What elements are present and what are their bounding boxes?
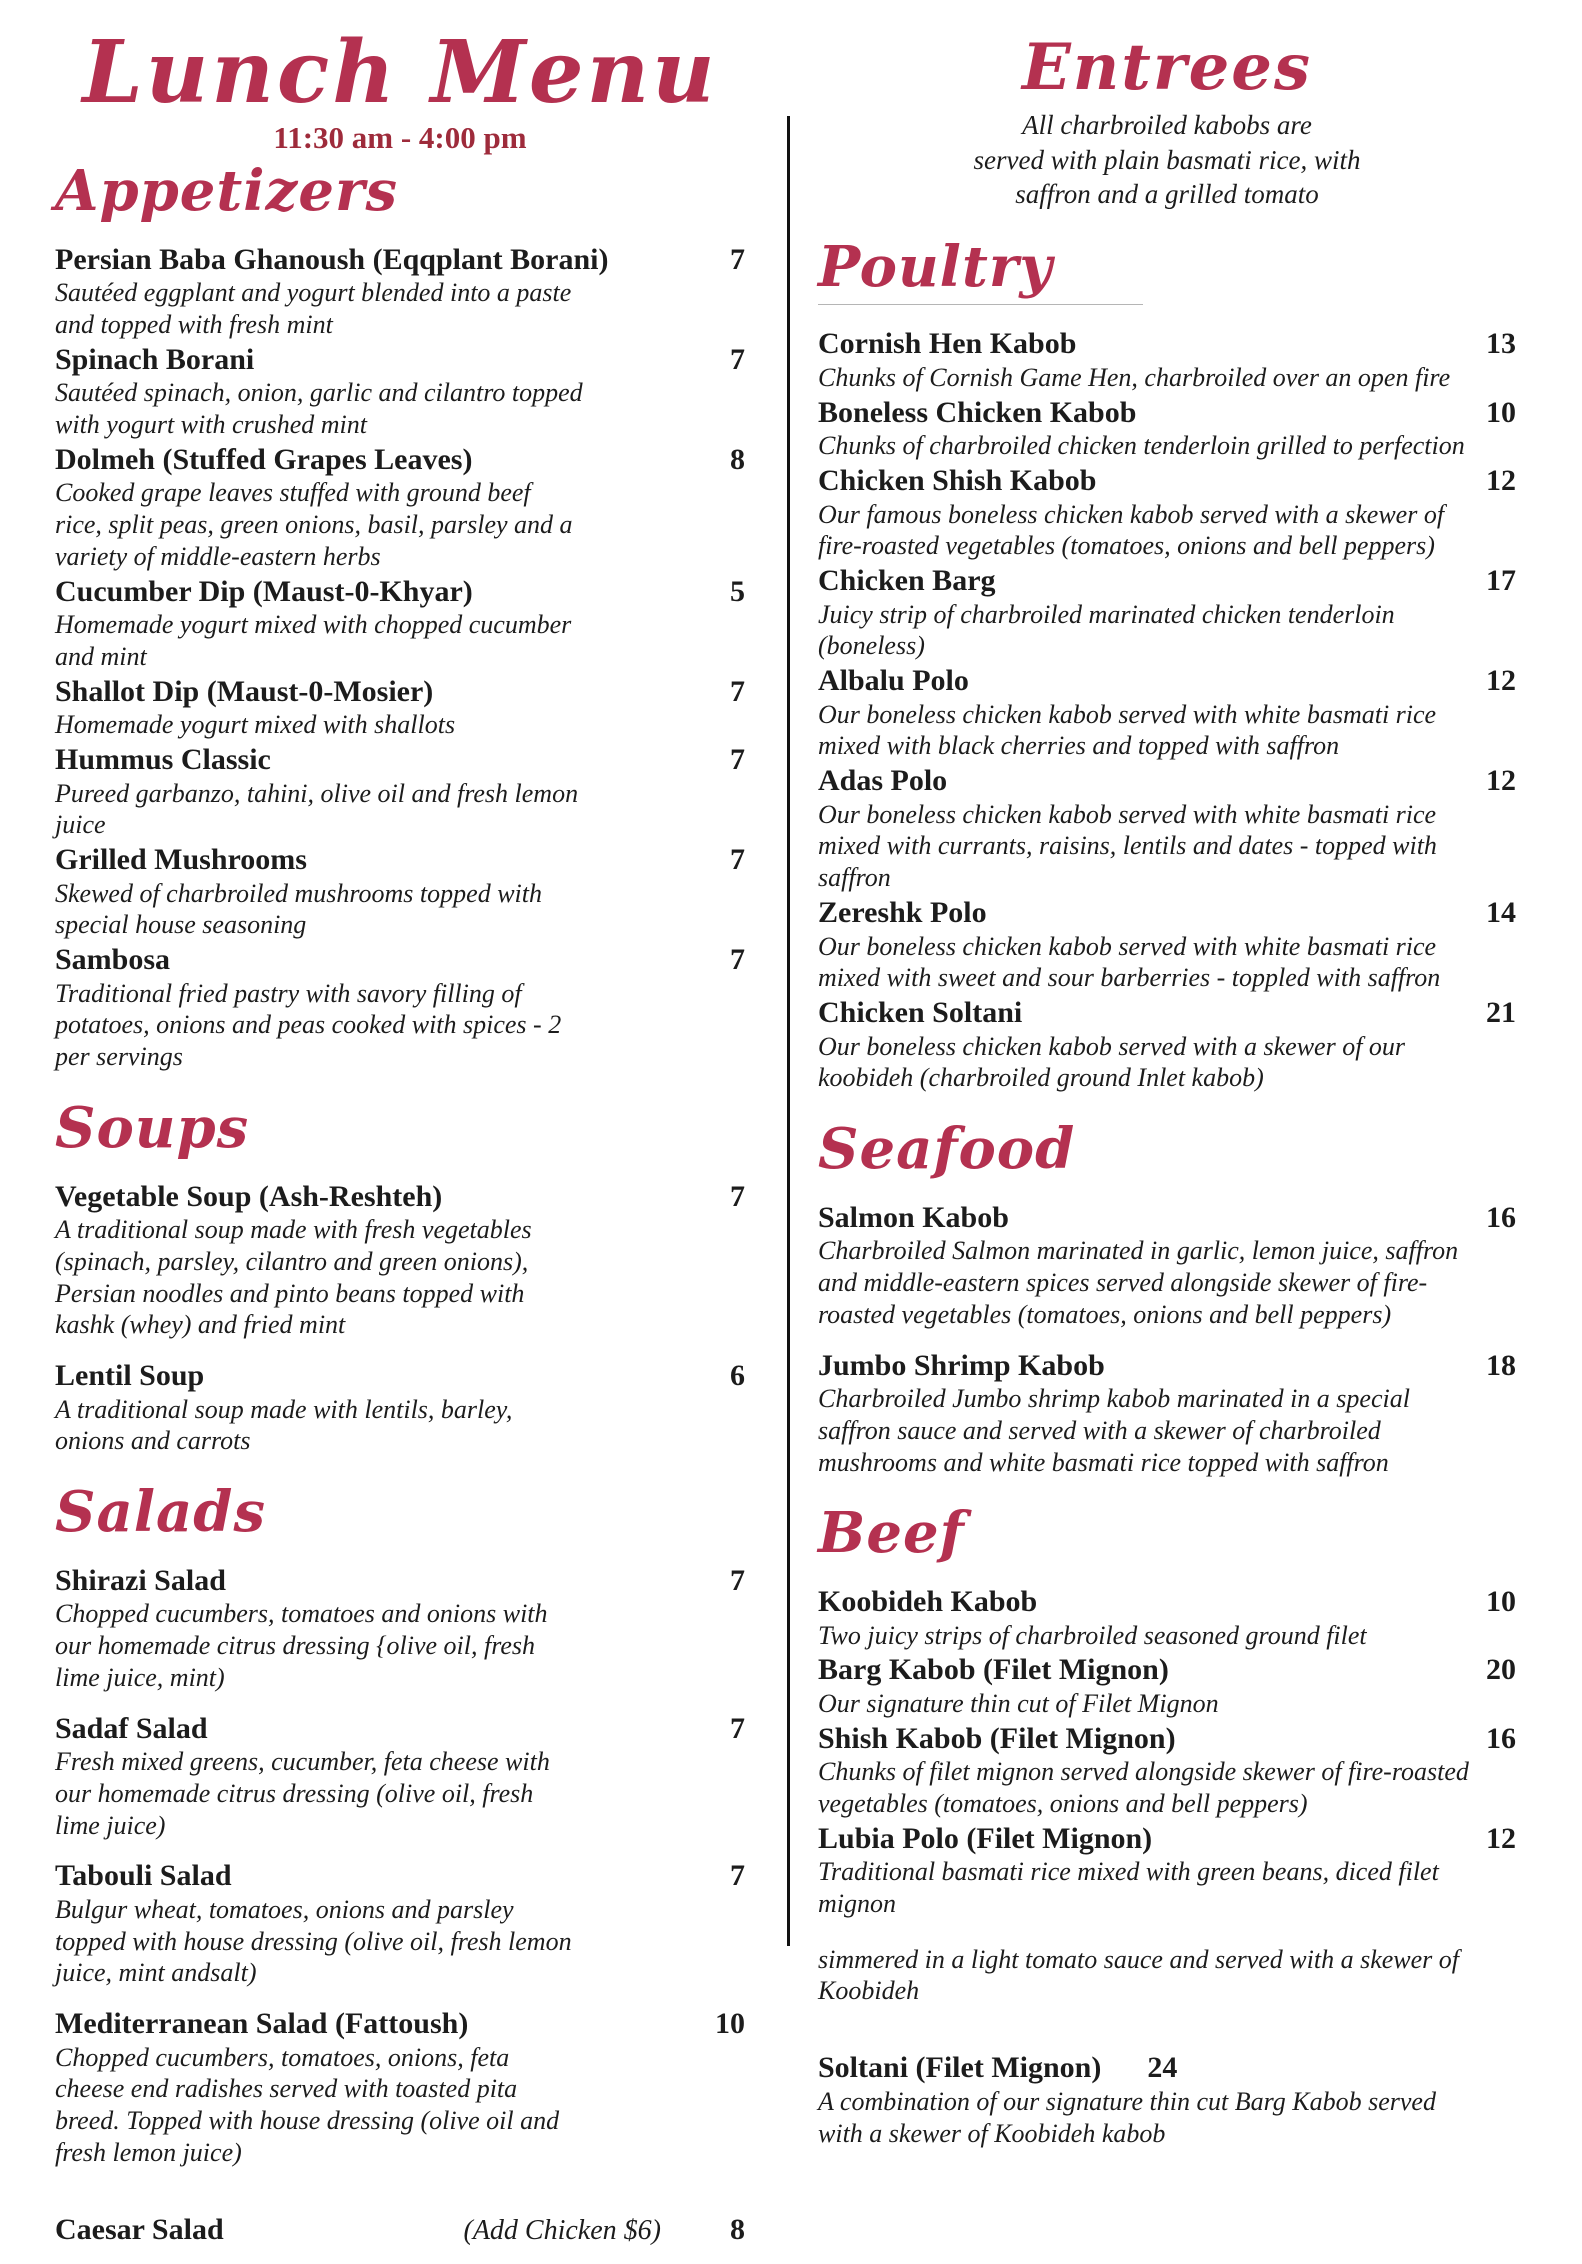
menu-item — [55, 943, 745, 1073]
item-description: Our boneless chicken kabob served with white basmati rice mixed with black cherries and topped with saffron — [818, 699, 1437, 761]
section-heading: Appetizers — [55, 158, 398, 224]
item-name: Hummus Classic — [55, 742, 271, 776]
item-description: Our boneless chicken kabob served with white basmati rice mixed with currants, raisins, lentils and dates - topped with saffron — [818, 799, 1437, 893]
item-price: 13 — [1486, 327, 1516, 361]
item-name: Salmon Kabob — [818, 1200, 1009, 1234]
section-heading: Soups — [55, 1094, 250, 1161]
item-price: 7 — [730, 1179, 745, 1213]
item-price: 10 — [1486, 395, 1516, 429]
menu-item — [818, 1201, 1516, 1331]
menu-item — [818, 1822, 1516, 2007]
item-name: Boneless Chicken Kabob — [818, 395, 1137, 429]
section-heading: Seafood — [818, 1115, 1076, 1182]
item-row — [818, 896, 1516, 930]
section-soups — [55, 1094, 745, 1457]
item-name: Shirazi Salad — [55, 1563, 226, 1597]
item-description: Our signature thin cut of Filet Mignon — [818, 1688, 1219, 1718]
column-divider — [787, 116, 790, 1946]
entrees-heading: Entrees — [1021, 30, 1313, 105]
item-description: Charbroiled Salmon marinated in garlic, lemon juice, saffron and middle-eastern spices served alongside skewer of fire-roasted vegetables (tomatoes, onions and bell peppers) — [818, 1236, 1459, 1329]
item-name: Persian Baba Ghanoush (Eqqplant Borani) — [55, 242, 609, 276]
menu-item — [818, 664, 1516, 762]
item-name: Chicken Barg — [818, 564, 996, 598]
item-description: Sautéed eggplant and yogurt blended into a paste and topped with fresh mint — [55, 278, 572, 340]
menu-item — [818, 396, 1516, 462]
item-name: Chicken Shish Kabob — [818, 464, 1097, 498]
item-name: Mediterranean Salad (Fattoush) — [55, 2007, 469, 2041]
item-price: 12 — [1486, 464, 1516, 498]
menu-item — [55, 743, 745, 841]
item-name: Lubia Polo (Filet Mignon) — [818, 1821, 1153, 1855]
item-description: Cooked grape leaves stuffed with ground beef rice, split peas, green onions, basil, parsley and a variety of middle-eastern herbs — [55, 478, 573, 571]
item-price: 6 — [730, 1359, 745, 1393]
item-description: Chopped cucumbers, tomatoes and onions with our homemade citrus dressing {olive oil, fresh lime juice, mint) — [55, 1599, 548, 1692]
item-price: 14 — [1486, 895, 1516, 929]
item-row — [818, 1822, 1516, 1856]
section-salads — [55, 1479, 745, 2246]
item-name: Caesar Salad — [55, 2212, 224, 2246]
item-price: 7 — [730, 1711, 745, 1745]
item-price: 10 — [1486, 1585, 1516, 1619]
item-row — [818, 2051, 1516, 2085]
right-sections — [818, 212, 1516, 2150]
item-description: Our boneless chicken kabob served with white basmati rice mixed with sweet and sour barberries - toppled with saffron — [818, 931, 1441, 993]
item-row — [55, 1564, 745, 1598]
item-description: A traditional soup made with fresh vegetables (spinach, parsley, cilantro and green onions), Persian noodles and pinto beans topped with kashk (whey) and fried mint — [55, 1215, 532, 1340]
item-row — [818, 1653, 1516, 1687]
entrees-note-line: All charbroiled kabobs are — [1022, 110, 1312, 140]
item-description: Pureed garbanzo, tahini, olive oil and fresh lemon juice — [55, 778, 579, 840]
section-appetizers — [55, 158, 745, 1073]
item-row — [55, 1359, 745, 1393]
item-row — [55, 743, 745, 777]
section-heading: Poultry — [818, 238, 1143, 306]
item-name: Chicken Soltani — [818, 995, 1023, 1029]
section-beef — [818, 1500, 1516, 2149]
section-heading: Beef — [818, 1500, 965, 1567]
item-price: 16 — [1486, 1721, 1516, 1755]
item-description: Sautéed spinach, onion, garlic and cilantro topped with yogurt with crushed mint — [55, 378, 583, 440]
item-price: 8 — [730, 442, 745, 476]
item-row — [818, 1585, 1516, 1619]
menu-item — [818, 764, 1516, 894]
item-price: 7 — [730, 242, 745, 276]
item-description: Homemade yogurt mixed with chopped cucumber and mint — [55, 610, 572, 671]
item-price: 7 — [730, 742, 745, 776]
item-description: Juicy strip of charbroiled marinated chicken tenderloin (boneless) — [818, 599, 1395, 661]
item-description: simmered in a light tomato sauce and served with a skewer of Koobideh — [818, 1944, 1460, 2006]
item-price: 7 — [730, 1563, 745, 1597]
item-description: Traditional fried pastry with savory filling of potatoes, onions and peas cooked with spices - 2 per servings — [55, 978, 562, 1072]
item-name: Zereshk Polo — [818, 895, 987, 929]
item-name: Dolmeh (Stuffed Grapes Leaves) — [55, 442, 473, 476]
item-name: Shish Kabob (Filet Mignon) — [818, 1721, 1176, 1755]
item-price: 7 — [730, 842, 745, 876]
menu-item — [55, 843, 745, 941]
item-row — [55, 343, 745, 377]
item-price: 20 — [1486, 1653, 1516, 1687]
left-sections — [55, 158, 745, 2246]
item-row — [818, 1349, 1516, 1383]
item-row — [818, 564, 1516, 598]
item-row — [818, 464, 1516, 498]
item-description: Homemade yogurt mixed with shallots — [55, 710, 456, 740]
menu-item — [818, 996, 1516, 1094]
menu-item — [818, 1722, 1516, 1820]
item-name: Jumbo Shrimp Kabob — [818, 1348, 1105, 1382]
item-row — [55, 843, 745, 877]
item-row — [55, 575, 745, 609]
item-description: Chunks of filet mignon served alongside skewer of fire-roasted vegetables (tomatoes, onions and bell peppers) — [818, 1757, 1469, 1818]
entrees-note-line: served with plain basmati rice, with — [973, 144, 1361, 175]
item-row — [55, 2213, 745, 2247]
item-name: Sambosa — [55, 943, 171, 977]
item-name: Barg Kabob (Filet Mignon) — [818, 1653, 1169, 1687]
item-name: Lentil Soup — [55, 1359, 205, 1393]
left-column — [55, 22, 745, 2264]
menu-item — [818, 896, 1516, 994]
item-price: 24 — [1147, 2051, 1178, 2085]
menu-item — [55, 1712, 745, 1842]
item-price: 5 — [730, 574, 745, 608]
item-price: 7 — [730, 943, 745, 977]
menu-item — [818, 564, 1516, 662]
item-name: Vegetable Soup (Ash-Reshteh) — [55, 1179, 443, 1213]
item-price: 12 — [1486, 664, 1516, 698]
item-price: 8 — [730, 2212, 745, 2246]
item-note: (Add Chicken $6) — [463, 2214, 661, 2246]
item-name: Albalu Polo — [818, 664, 969, 698]
item-price: 7 — [730, 1859, 745, 1893]
item-description: A combination of our signature thin cut Barg Kabob served with a skewer of Koobideh kabob — [818, 2086, 1436, 2148]
item-description: Skewed of charbroiled mushrooms topped with special house seasoning — [55, 878, 542, 940]
item-row — [818, 1201, 1516, 1235]
item-price: 16 — [1486, 1200, 1516, 1234]
page-title: Lunch Menu — [82, 22, 718, 123]
menu-item — [55, 443, 745, 573]
item-name: Cornish Hen Kabob — [818, 327, 1077, 361]
item-row — [818, 396, 1516, 430]
item-name: Adas Polo — [818, 764, 948, 798]
item-price: 17 — [1486, 564, 1516, 598]
entrees-note-line: saffron and a grilled tomato — [1015, 179, 1319, 210]
menu-item — [55, 675, 745, 741]
item-price: 12 — [1486, 1821, 1516, 1855]
item-description: Charbroiled Jumbo shrimp kabob marinated in a special saffron sauce and served with a skewer of charbroiled mushrooms and white basmati rice topped with saffron — [818, 1384, 1410, 1477]
item-description: Our famous boneless chicken kabob served with a skewer of fire-roasted vegetables (tomatoes, onions and bell peppers) — [818, 499, 1445, 561]
item-row — [818, 764, 1516, 798]
item-price: 7 — [730, 342, 745, 376]
item-description: Fresh mixed greens, cucumber, feta cheese with our homemade citrus dressing (olive oil, fresh lime juice) — [55, 1747, 550, 1840]
menu-item — [818, 1349, 1516, 1479]
item-row — [55, 2007, 745, 2041]
menu-item — [818, 1585, 1516, 1651]
menu-item — [55, 243, 745, 341]
item-name: Grilled Mushrooms — [55, 842, 307, 876]
item-name: Tabouli Salad — [55, 1859, 232, 1893]
item-row — [55, 675, 745, 709]
item-price: 21 — [1486, 995, 1516, 1029]
item-row — [818, 996, 1516, 1030]
item-description: Chunks of Cornish Game Hen, charbroiled over an open fire — [818, 363, 1451, 393]
item-description: Traditional basmati rice mixed with green beans, diced filet mignon — [818, 1857, 1439, 1919]
menu-item — [818, 2051, 1516, 2149]
item-name: Soltani (Filet Mignon) — [818, 2051, 1102, 2085]
serving-hours: 11:30 am - 4:00 pm — [273, 120, 527, 155]
item-row — [818, 664, 1516, 698]
menu-item — [55, 1180, 745, 1341]
item-row — [55, 443, 745, 477]
item-price: 7 — [730, 674, 745, 708]
item-description: Bulgur wheat, tomatoes, onions and parsley topped with house dressing (olive oil, fresh lemon juice, mint andsalt) — [55, 1894, 572, 1988]
menu-item — [55, 343, 745, 441]
menu-item — [55, 1859, 745, 1989]
item-name: Shallot Dip (Maust-0-Mosier) — [55, 674, 434, 708]
section-heading: Salads — [55, 1479, 266, 1546]
item-row — [818, 327, 1516, 361]
entrees-note — [818, 108, 1516, 212]
item-price: 12 — [1486, 764, 1516, 798]
item-price: 18 — [1486, 1348, 1516, 1382]
section-poultry — [818, 212, 1516, 1094]
right-column — [818, 30, 1516, 2151]
menu-item — [818, 464, 1516, 562]
section-seafood — [818, 1115, 1516, 1478]
item-name: Cucumber Dip (Maust-0-Khyar) — [55, 574, 473, 608]
menu-item — [55, 575, 745, 673]
item-description: Our boneless chicken kabob served with a skewer of our koobideh (charbroiled ground Inlet kabob) — [818, 1031, 1406, 1093]
menu-item — [818, 1653, 1516, 1719]
item-row — [55, 1859, 745, 1893]
item-row — [55, 1712, 745, 1746]
menu-item — [55, 1564, 745, 1694]
item-description: Two juicy strips of charbroiled seasoned ground filet — [818, 1620, 1367, 1650]
item-description: A traditional soup made with lentils, barley, onions and carrots — [55, 1394, 513, 1456]
item-description: Chunks of charbroiled chicken tenderloin grilled to perfection — [818, 431, 1465, 461]
item-name: Sadaf Salad — [55, 1711, 208, 1745]
item-row — [55, 1180, 745, 1214]
item-description: Chopped cucumbers, tomatoes, onions, feta cheese end radishes served with toasted pita breed. Topped with house dressing (olive oil and fresh lemon juice) — [55, 2042, 560, 2167]
item-row — [55, 243, 745, 277]
menu-item — [55, 2007, 745, 2168]
item-name: Spinach Borani — [55, 342, 255, 376]
menu-item — [818, 327, 1516, 393]
menu-item — [55, 2213, 745, 2247]
item-row — [55, 943, 745, 977]
menu-item — [55, 1359, 745, 1457]
item-price: 10 — [715, 2007, 745, 2041]
item-row — [818, 1722, 1516, 1756]
item-name: Koobideh Kabob — [818, 1585, 1038, 1619]
